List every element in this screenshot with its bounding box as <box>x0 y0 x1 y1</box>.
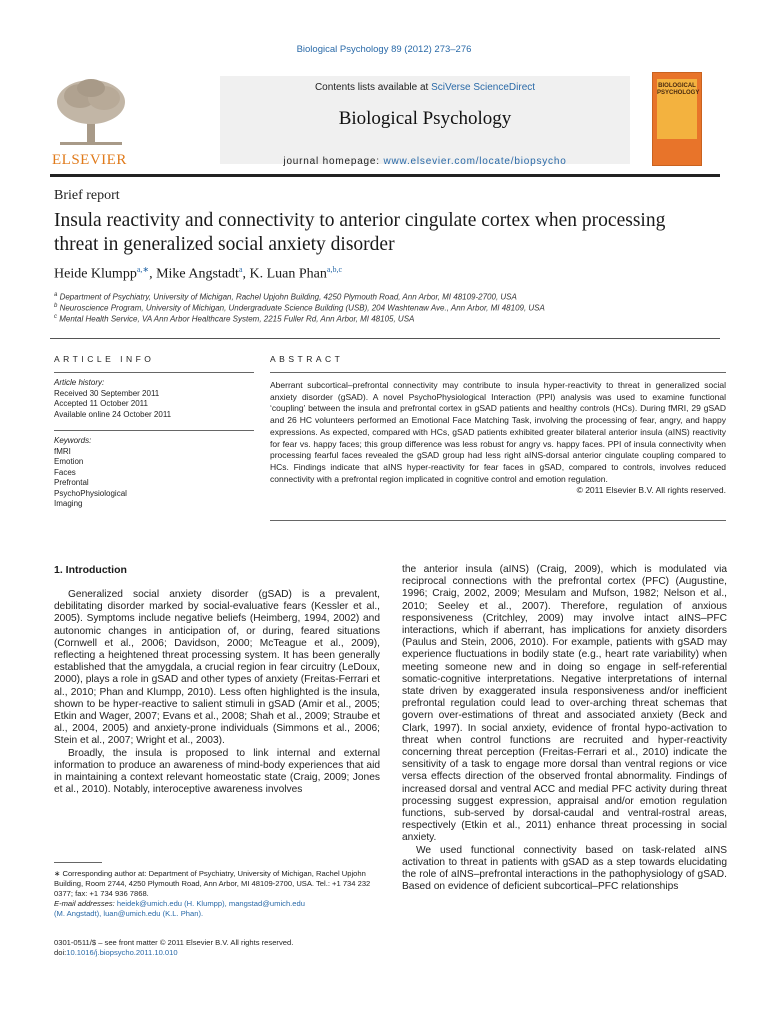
keyword: PsychoPhysiological <box>54 488 127 498</box>
affiliation: $^c$ Mental Health Service, VA Ann Arbor Healthcare System, 2215 Fuller Rd, Ann Arbor, MI 48105, USA <box>54 314 415 324</box>
body-column-right <box>402 564 727 893</box>
section-divider <box>50 338 720 339</box>
author-affil-marker[interactable]: a,b,c <box>326 265 342 274</box>
keyword: Emotion <box>54 457 84 466</box>
history-item: Available online 24 October 2011 <box>54 409 172 419</box>
homepage-link[interactable]: www.elsevier.com/locate/biopsycho <box>383 156 567 167</box>
author-list: Heide Klumpp$^{a,∗}$, Mike Angstadt$^a$, K. Luan Phan$^{a,b,c}$ <box>54 265 342 282</box>
email-line <box>54 899 384 909</box>
author-name[interactable]: Heide Klumpp <box>54 266 137 282</box>
keywords-label: Keywords: <box>54 436 92 445</box>
email-addresses-continued[interactable]: (M. Angstadt), luan@umich.edu (K.L. Phan). <box>54 909 204 918</box>
contents-prefix: Contents lists available at <box>314 82 432 93</box>
author-affil-marker[interactable]: a <box>238 265 243 274</box>
history-label: Article history: <box>54 378 105 387</box>
paragraph: Broadly, the insula is proposed to link internal and external information to produce an awareness of mind-body experiences that aid in maintaining a context relevant homeostatic state (Craig, 2009; Jones et al., 2010). Notably, interoceptive awareness involves <box>54 747 380 796</box>
journal-header <box>50 72 720 170</box>
keyword: Faces <box>54 467 76 477</box>
publisher-wordmark: ELSEVIER <box>52 152 127 168</box>
article-history <box>54 378 254 420</box>
journal-cover-thumbnail <box>652 72 702 166</box>
journal-banner <box>220 76 630 167</box>
email-label: E-mail addresses: <box>54 899 115 908</box>
keyword: Prefrontal <box>54 478 89 487</box>
article-type: Brief report <box>54 188 120 203</box>
elsevier-tree-logo <box>50 76 132 168</box>
keyword: Imaging <box>54 499 83 508</box>
journal-citation[interactable]: Biological Psychology 89 (2012) 273–276 <box>296 44 472 55</box>
doi-prefix: doi: <box>54 948 67 957</box>
author-name[interactable]: K. Luan Phan <box>249 266 327 282</box>
abstract-text: Aberrant subcortical–prefrontal connectivity may contribute to insula hyper-reactivity to threat in generalized social anxiety disorder (gSAD). A novel PsychoPhysiological Interaction (PPI) analysis was used to examine functional ‘coupling’ between the insula and prefrontal cortex in gSAD patients and healthy controls (HCs). During fMRI, 29 gSAD and 26 HC volunteers performed an Emotional Face Matching Task, involving the processing of fear, angry, and happy expressions. As expected, compared with HCs, gSAD patients exhibited greater bilateral anterior insula (aINS) reactivity for fear vs. happy faces; this group difference was less robust for angry vs. happy faces. PPI of insula connectivity when processing fearful faces revealed the gSAD group had less right aINS-dorsal anterior cingulate coupling compared to HCs. Findings indicate that aINS hyper-reactivity for fear faces in gSAD, compared to controls, involves reduced connectivity with a prefrontal region implicated in cognitive control and emotion regulation. <box>270 380 726 484</box>
issn-line: 0301-0511/$ – see front matter © 2011 Elsevier B.V. All rights reserved. <box>54 938 294 947</box>
affiliation: $^b$ Neuroscience Program, University of Michigan, Undergraduate Science Building (USB), 204 Washtenaw Ave., Ann Arbor, MI 48109, USA <box>54 303 545 313</box>
affiliation: $^a$ Department of Psychiatry, University of Michigan, Rachel Upjohn Building, 4250 Plymouth Road, Ann Arbor, MI 48109-2700, USA <box>54 292 517 302</box>
article-title <box>54 209 734 257</box>
paragraph: Generalized social anxiety disorder (gSAD) is a prevalent, debilitating disorder marked by social-evaluative fears (Kessler et al., 2005). Symptoms include negative beliefs (Heimberg, 1994, 2002) and autonomic changes in anticipation of, or during, feared situations (Cornwell et al., 2006; Davidson, 2000; McTeague et al., 2009), reflecting a heightened threat processing system. It has been generally established that the amygdala, a crucial region in fear circuitry (LeDoux, 2000), plays a role in gSAD and other types of anxiety (Freitas-Ferrari et al., 2010; Phan and Klumpp, 2010). Less often highlighted is the insula, shown to be hyper-reactive to salient stimuli in gSAD (Amir et al., 2005; Etkin and Wager, 2007; Evans et al., 2008; Shah et al., 2009; Straube et al., 2004, 2005) and anxiety-prone individuals (Simmons et al., 2006; Stein et al., 2007; Wright et al., 2003). <box>54 589 380 747</box>
article-info-heading: ARTICLE INFO <box>54 354 155 364</box>
abstract <box>270 380 726 497</box>
history-item: Received 30 September 2011 <box>54 388 160 398</box>
tree-icon <box>50 76 132 150</box>
author-name[interactable]: Mike Angstadt <box>156 266 239 282</box>
footnote-divider <box>54 862 102 863</box>
corresponding-note: ∗ Corresponding author at: Department of Psychiatry, University of Michigan, Rachel Upjohn Building, Room 2744, 4250 Plymouth Road, Ann Arbor, MI 48109-2700, USA. Tel.: +1 734 232 0377; fax: +1 734 936 7868. <box>54 869 371 898</box>
keyword: fMRI <box>54 446 71 456</box>
homepage-prefix: journal homepage: <box>283 156 384 167</box>
cover-title: BIOLOGICAL PSYCHOLOGY <box>657 83 700 96</box>
keywords <box>54 436 254 510</box>
doi-line <box>54 948 384 958</box>
sciencedirect-link[interactable]: SciVerse ScienceDirect <box>431 82 536 93</box>
paragraph: We used functional connectivity based on task-related aINS activation to threat in patients with gSAD as a step towards elucidating the role of aINS–prefrontal interactions in the pathophysiology of gSAD. Based on evidence of deficient subcortical–PFC relationships <box>402 844 727 893</box>
paragraph: the anterior insula (aINS) (Craig, 2009), which is modulated via reciprocal connections with the prefrontal cortex (PFC) (Augustine, 1996; Craig, 2002, 2009; Mesulam and Mufson, 1982; Nelson et al., 2010; Seeley et al., 2007). Therefore, regulation of anxious responsiveness (Critchley, 2009) may involve intact aINS–PFC interactions, which if aberrant, has implications for anxiety disorders (Paulus and Stein, 2006, 2010). For example, patients with gSAD may experience fluctuations in bodily state (e.g., heart rate variability) when meeting someone new and in doing so engage in self-referential somatic-cognitive interpretations. Negative interpretations of internal state driven by exaggerated insula responsiveness and/or inefficient prefrontal regulation could lead to over-arching threat schemas that govern over-estimations of threat and associated anxiety (Beck and Clark, 1997). In social anxiety, evidence of frontal hypo-activation to threat when control functions are recruited and hyper-reactivity concerning threat perception (Freitas-Ferrari et al., 2010) indicate the sensitivity of a task to engage more dorsal than ventral regions or vice versa effects direction of the observed frontal abnormality. Findings of increased dorsal and ventral ACC and medial PFC activity during threat processing suggest expression, appraisal and/or emotion regulation functions, sub-served by dorsal-caudal and ventral-rostral areas, respectively (Etkin et al., 2011) enhance threat processing in social anxiety. <box>402 564 727 844</box>
publication-info <box>54 938 384 958</box>
title-line-1: Insula reactivity and connectivity to anterior cingulate cortex when processing <box>54 210 666 231</box>
section-heading-introduction: 1. Introduction <box>54 564 127 576</box>
doi-link[interactable]: 10.1016/j.biopsycho.2011.10.010 <box>66 948 178 957</box>
journal-name: Biological Psychology <box>338 108 512 129</box>
history-item: Accepted 11 October 2011 <box>54 399 148 408</box>
email-addresses[interactable]: heidek@umich.edu (H. Klumpp), mangstad@umich.edu <box>116 899 305 908</box>
author-affil-marker[interactable]: a,∗ <box>136 265 150 274</box>
abstract-heading: ABSTRACT <box>270 354 344 364</box>
homepage-line <box>220 156 630 167</box>
contents-line <box>220 82 630 93</box>
copyright-notice: © 2011 Elsevier B.V. All rights reserved. <box>576 485 726 496</box>
corresponding-author-footnote <box>54 869 384 919</box>
title-line-2: threat in generalized social anxiety disorder <box>54 234 395 255</box>
header-divider <box>50 174 720 177</box>
body-column-left <box>54 589 380 796</box>
